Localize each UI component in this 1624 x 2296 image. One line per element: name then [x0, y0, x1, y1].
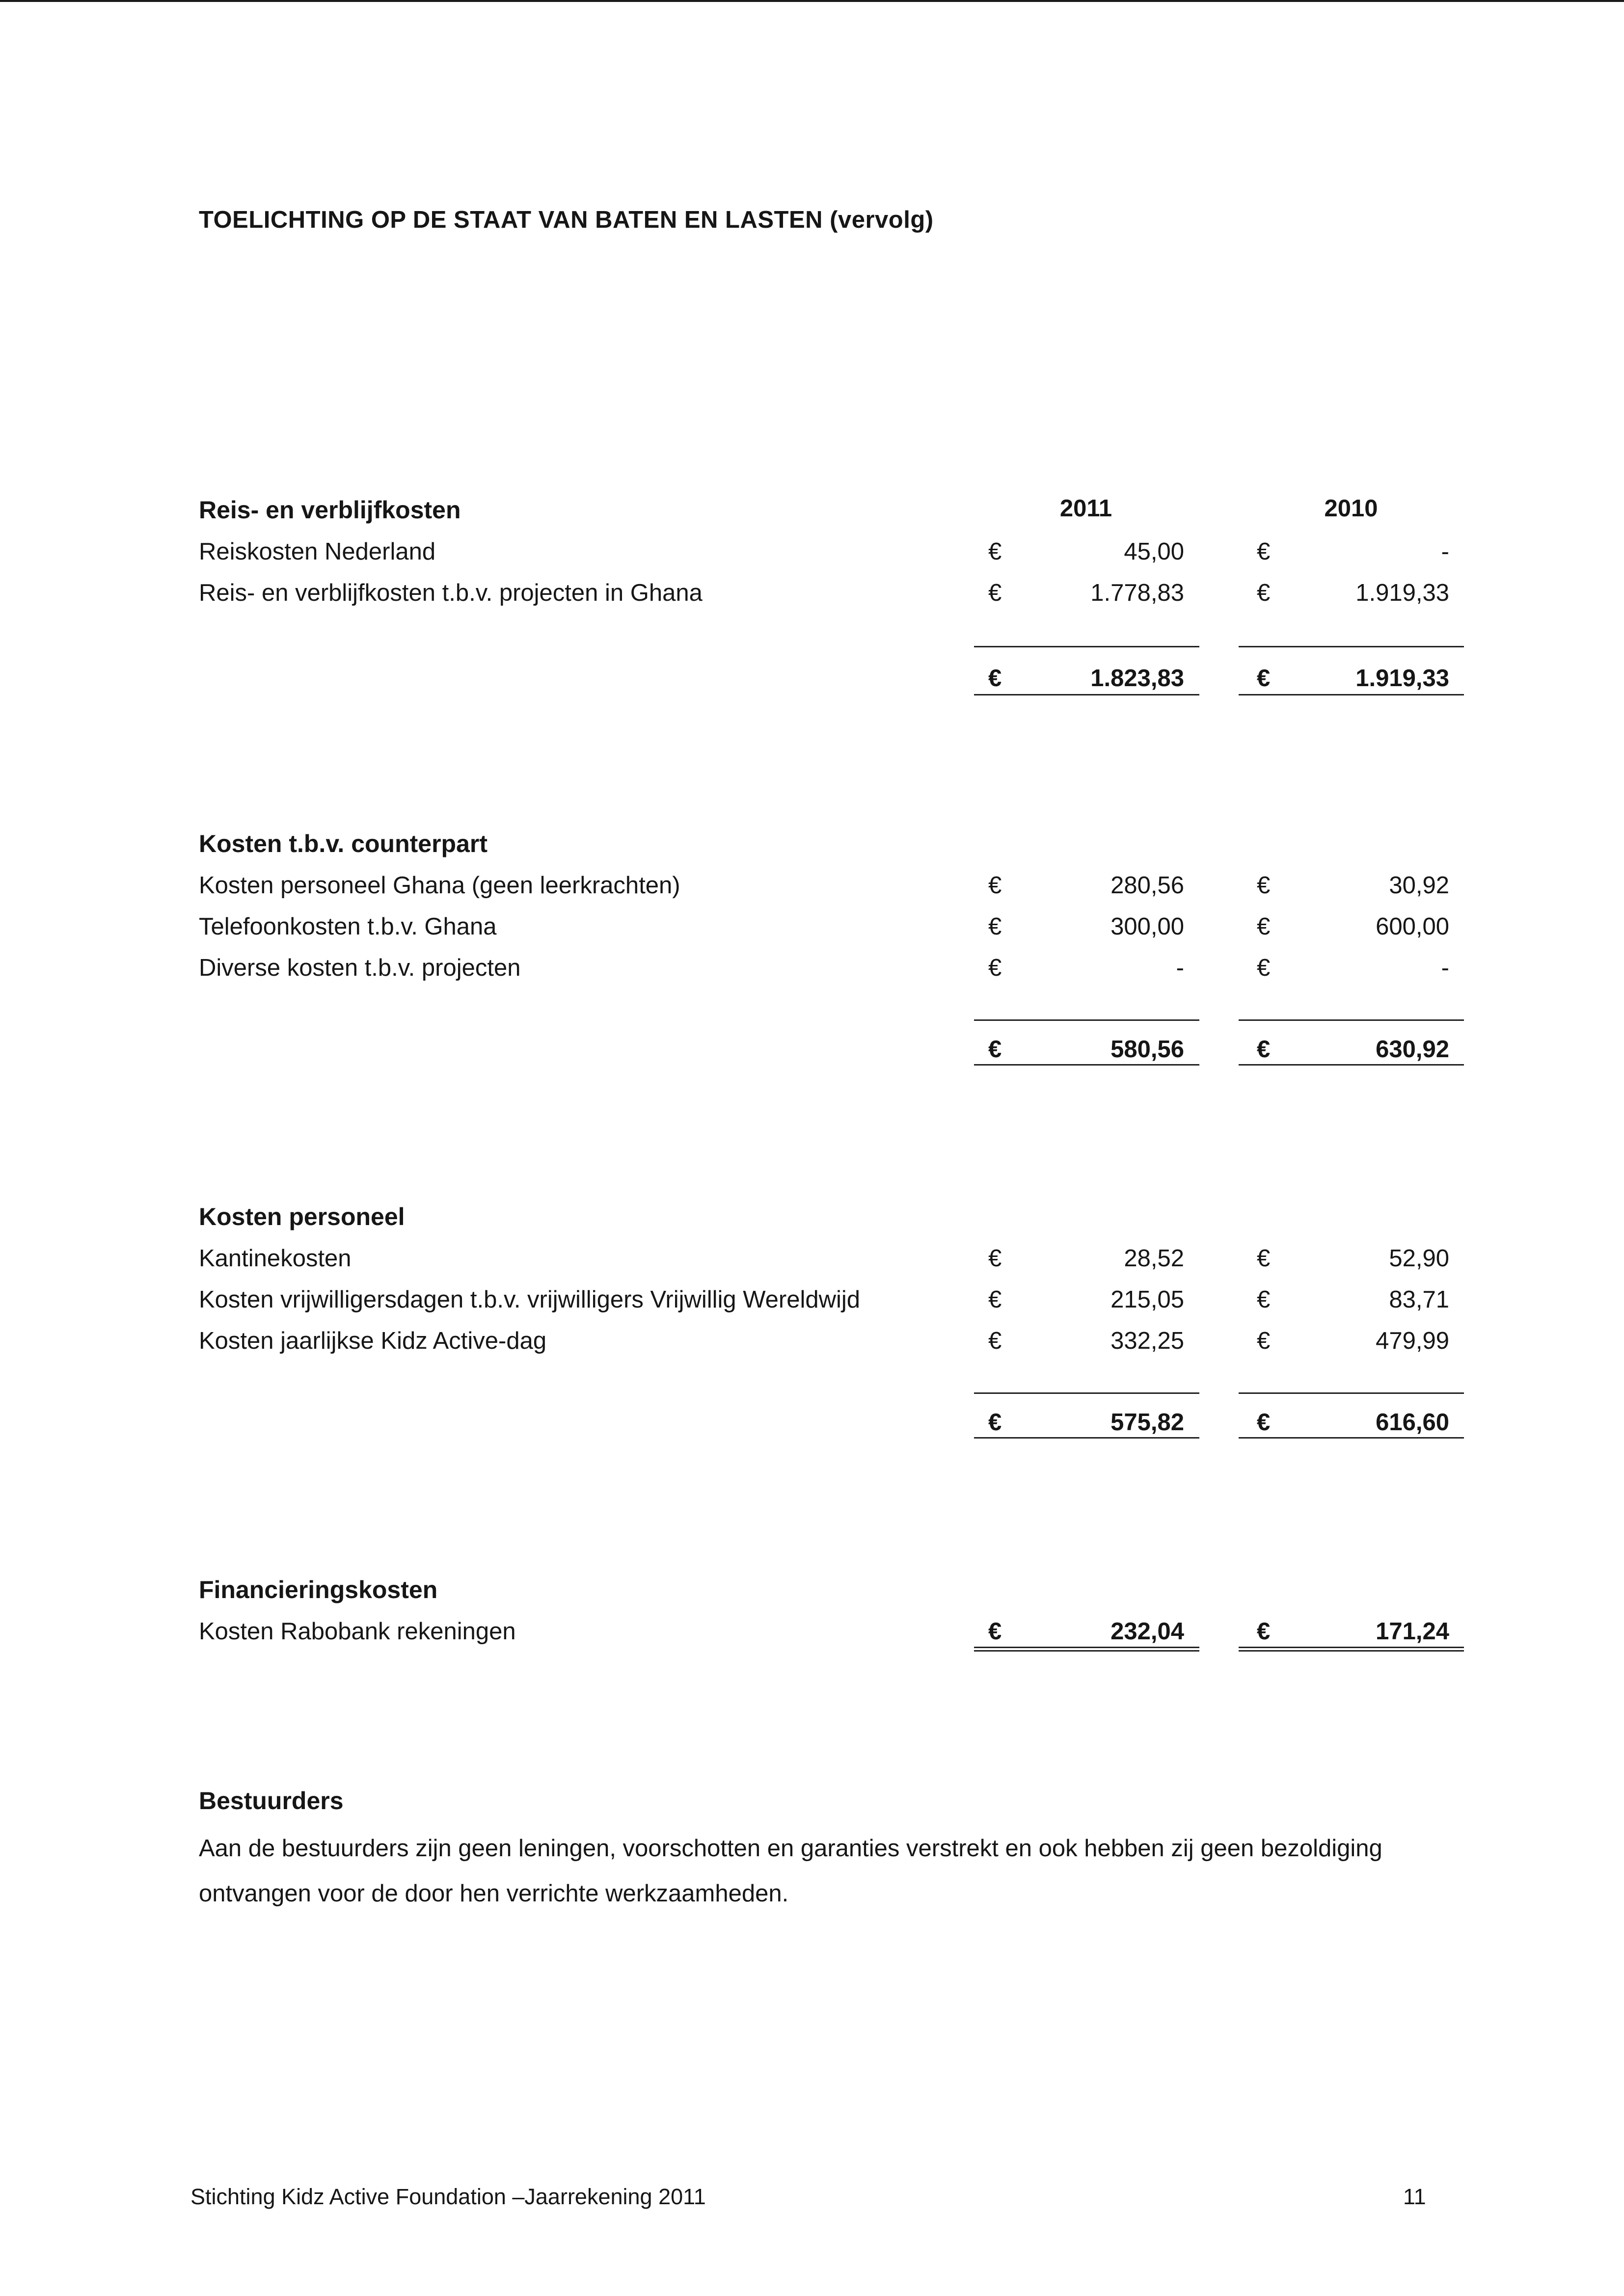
table-row [0, 1618, 1624, 1647]
currency-symbol: € [988, 1618, 1002, 1645]
footer-document-name: Stichting Kidz Active Foundation –Jaarrekening 2011 [190, 2184, 706, 2209]
page-number: 11 [1403, 2184, 1426, 2209]
total-2010: 1.919,33 [1355, 665, 1449, 692]
amount-2010: - [1441, 538, 1449, 565]
currency-symbol: € [1257, 955, 1271, 981]
row-label: Kosten vrijwilligersdagen t.b.v. vrijwilligers Vrijwillig Wereldwijd [199, 1286, 860, 1313]
currency-symbol: € [988, 1409, 1002, 1436]
amount-2011: - [1176, 955, 1184, 981]
section-title: Reis- en verblijfkosten [199, 496, 461, 524]
table-row [0, 913, 1624, 942]
section-title: Kosten t.b.v. counterpart [199, 830, 488, 857]
total-row [0, 1036, 1624, 1065]
amount-2011: 28,52 [1124, 1245, 1184, 1272]
total-row [0, 1409, 1624, 1438]
currency-symbol: € [1257, 1328, 1271, 1354]
currency-symbol: € [1257, 1618, 1271, 1645]
bestuurders-title: Bestuurders [199, 1787, 344, 1815]
section-title: Kosten personeel [199, 1203, 405, 1230]
amount-2011: 232,04 [1110, 1618, 1184, 1645]
subtotal-rule [974, 646, 1199, 647]
subtotal-rule [1239, 646, 1464, 647]
currency-symbol: € [1257, 1036, 1271, 1063]
row-label: Kosten personeel Ghana (geen leerkrachten) [199, 872, 680, 899]
total-rule [1239, 1064, 1464, 1066]
table-row [0, 1327, 1624, 1357]
table-row [0, 954, 1624, 984]
double-total-rule [974, 1647, 1199, 1652]
subtotal-rule [974, 1392, 1199, 1394]
table-row [0, 872, 1624, 901]
currency-symbol: € [1257, 872, 1271, 899]
amount-2010: 1.919,33 [1355, 580, 1449, 606]
currency-symbol: € [1257, 580, 1271, 606]
amount-2011: 332,25 [1110, 1328, 1184, 1354]
currency-symbol: € [1257, 1245, 1271, 1272]
total-rule [974, 694, 1199, 695]
total-rule [974, 1437, 1199, 1439]
total-2011: 580,56 [1110, 1036, 1184, 1063]
currency-symbol: € [988, 1036, 1002, 1063]
currency-symbol: € [1257, 913, 1271, 940]
amount-2010: 479,99 [1376, 1328, 1449, 1354]
currency-symbol: € [988, 913, 1002, 940]
year-2011-header: 2011 [1059, 495, 1112, 522]
currency-symbol: € [1257, 1286, 1271, 1313]
row-label: Reiskosten Nederland [199, 538, 436, 565]
amount-2010: 600,00 [1376, 913, 1449, 940]
currency-symbol: € [988, 872, 1002, 899]
row-label: Diverse kosten t.b.v. projecten [199, 955, 521, 981]
total-rule [1239, 694, 1464, 695]
amount-2011: 280,56 [1110, 872, 1184, 899]
table-row [0, 1245, 1624, 1274]
amount-2011: 45,00 [1124, 538, 1184, 565]
table-row [0, 1286, 1624, 1315]
total-2011: 1.823,83 [1090, 665, 1184, 692]
amount-2011: 300,00 [1110, 913, 1184, 940]
section-title: Financieringskosten [199, 1576, 438, 1603]
currency-symbol: € [988, 1245, 1002, 1272]
row-label: Kosten Rabobank rekeningen [199, 1618, 516, 1645]
total-2011: 575,82 [1110, 1409, 1184, 1436]
row-label: Reis- en verblijfkosten t.b.v. projecten in Ghana [199, 580, 703, 606]
currency-symbol: € [988, 1286, 1002, 1313]
currency-symbol: € [988, 538, 1002, 565]
currency-symbol: € [1257, 538, 1271, 565]
subtotal-rule [1239, 1392, 1464, 1394]
top-border [0, 0, 1624, 2]
amount-2010: 83,71 [1389, 1286, 1449, 1313]
table-row [0, 579, 1624, 609]
subtotal-rule [1239, 1019, 1464, 1021]
amount-2011: 215,05 [1110, 1286, 1184, 1313]
page-title: TOELICHTING OP DE STAAT VAN BATEN EN LASTEN (vervolg) [199, 207, 934, 233]
amount-2010: - [1441, 955, 1449, 981]
double-total-rule [1239, 1647, 1464, 1652]
currency-symbol: € [988, 955, 1002, 981]
currency-symbol: € [1257, 665, 1271, 692]
row-label: Telefoonkosten t.b.v. Ghana [199, 913, 497, 940]
amount-2010: 171,24 [1376, 1618, 1449, 1645]
table-row [0, 538, 1624, 567]
amount-2011: 1.778,83 [1090, 580, 1184, 606]
total-2010: 630,92 [1376, 1036, 1449, 1063]
amount-2010: 52,90 [1389, 1245, 1449, 1272]
row-label: Kantinekosten [199, 1245, 352, 1272]
subtotal-rule [974, 1019, 1199, 1021]
total-rule [974, 1064, 1199, 1066]
amount-2010: 30,92 [1389, 872, 1449, 899]
currency-symbol: € [988, 665, 1002, 692]
currency-symbol: € [988, 1328, 1002, 1354]
row-label: Kosten jaarlijkse Kidz Active-dag [199, 1328, 547, 1354]
currency-symbol: € [988, 580, 1002, 606]
currency-symbol: € [1257, 1409, 1271, 1436]
total-rule [1239, 1437, 1464, 1439]
total-row [0, 665, 1624, 694]
year-2010-header: 2010 [1324, 495, 1378, 522]
total-2010: 616,60 [1376, 1409, 1449, 1436]
bestuurders-text: Aan de bestuurders zijn geen leningen, voorschotten en garanties verstrekt en ook hebben zij geen bezoldiging ontvangen voor de door hen verrichte werkzaamheden. [199, 1835, 1382, 1907]
